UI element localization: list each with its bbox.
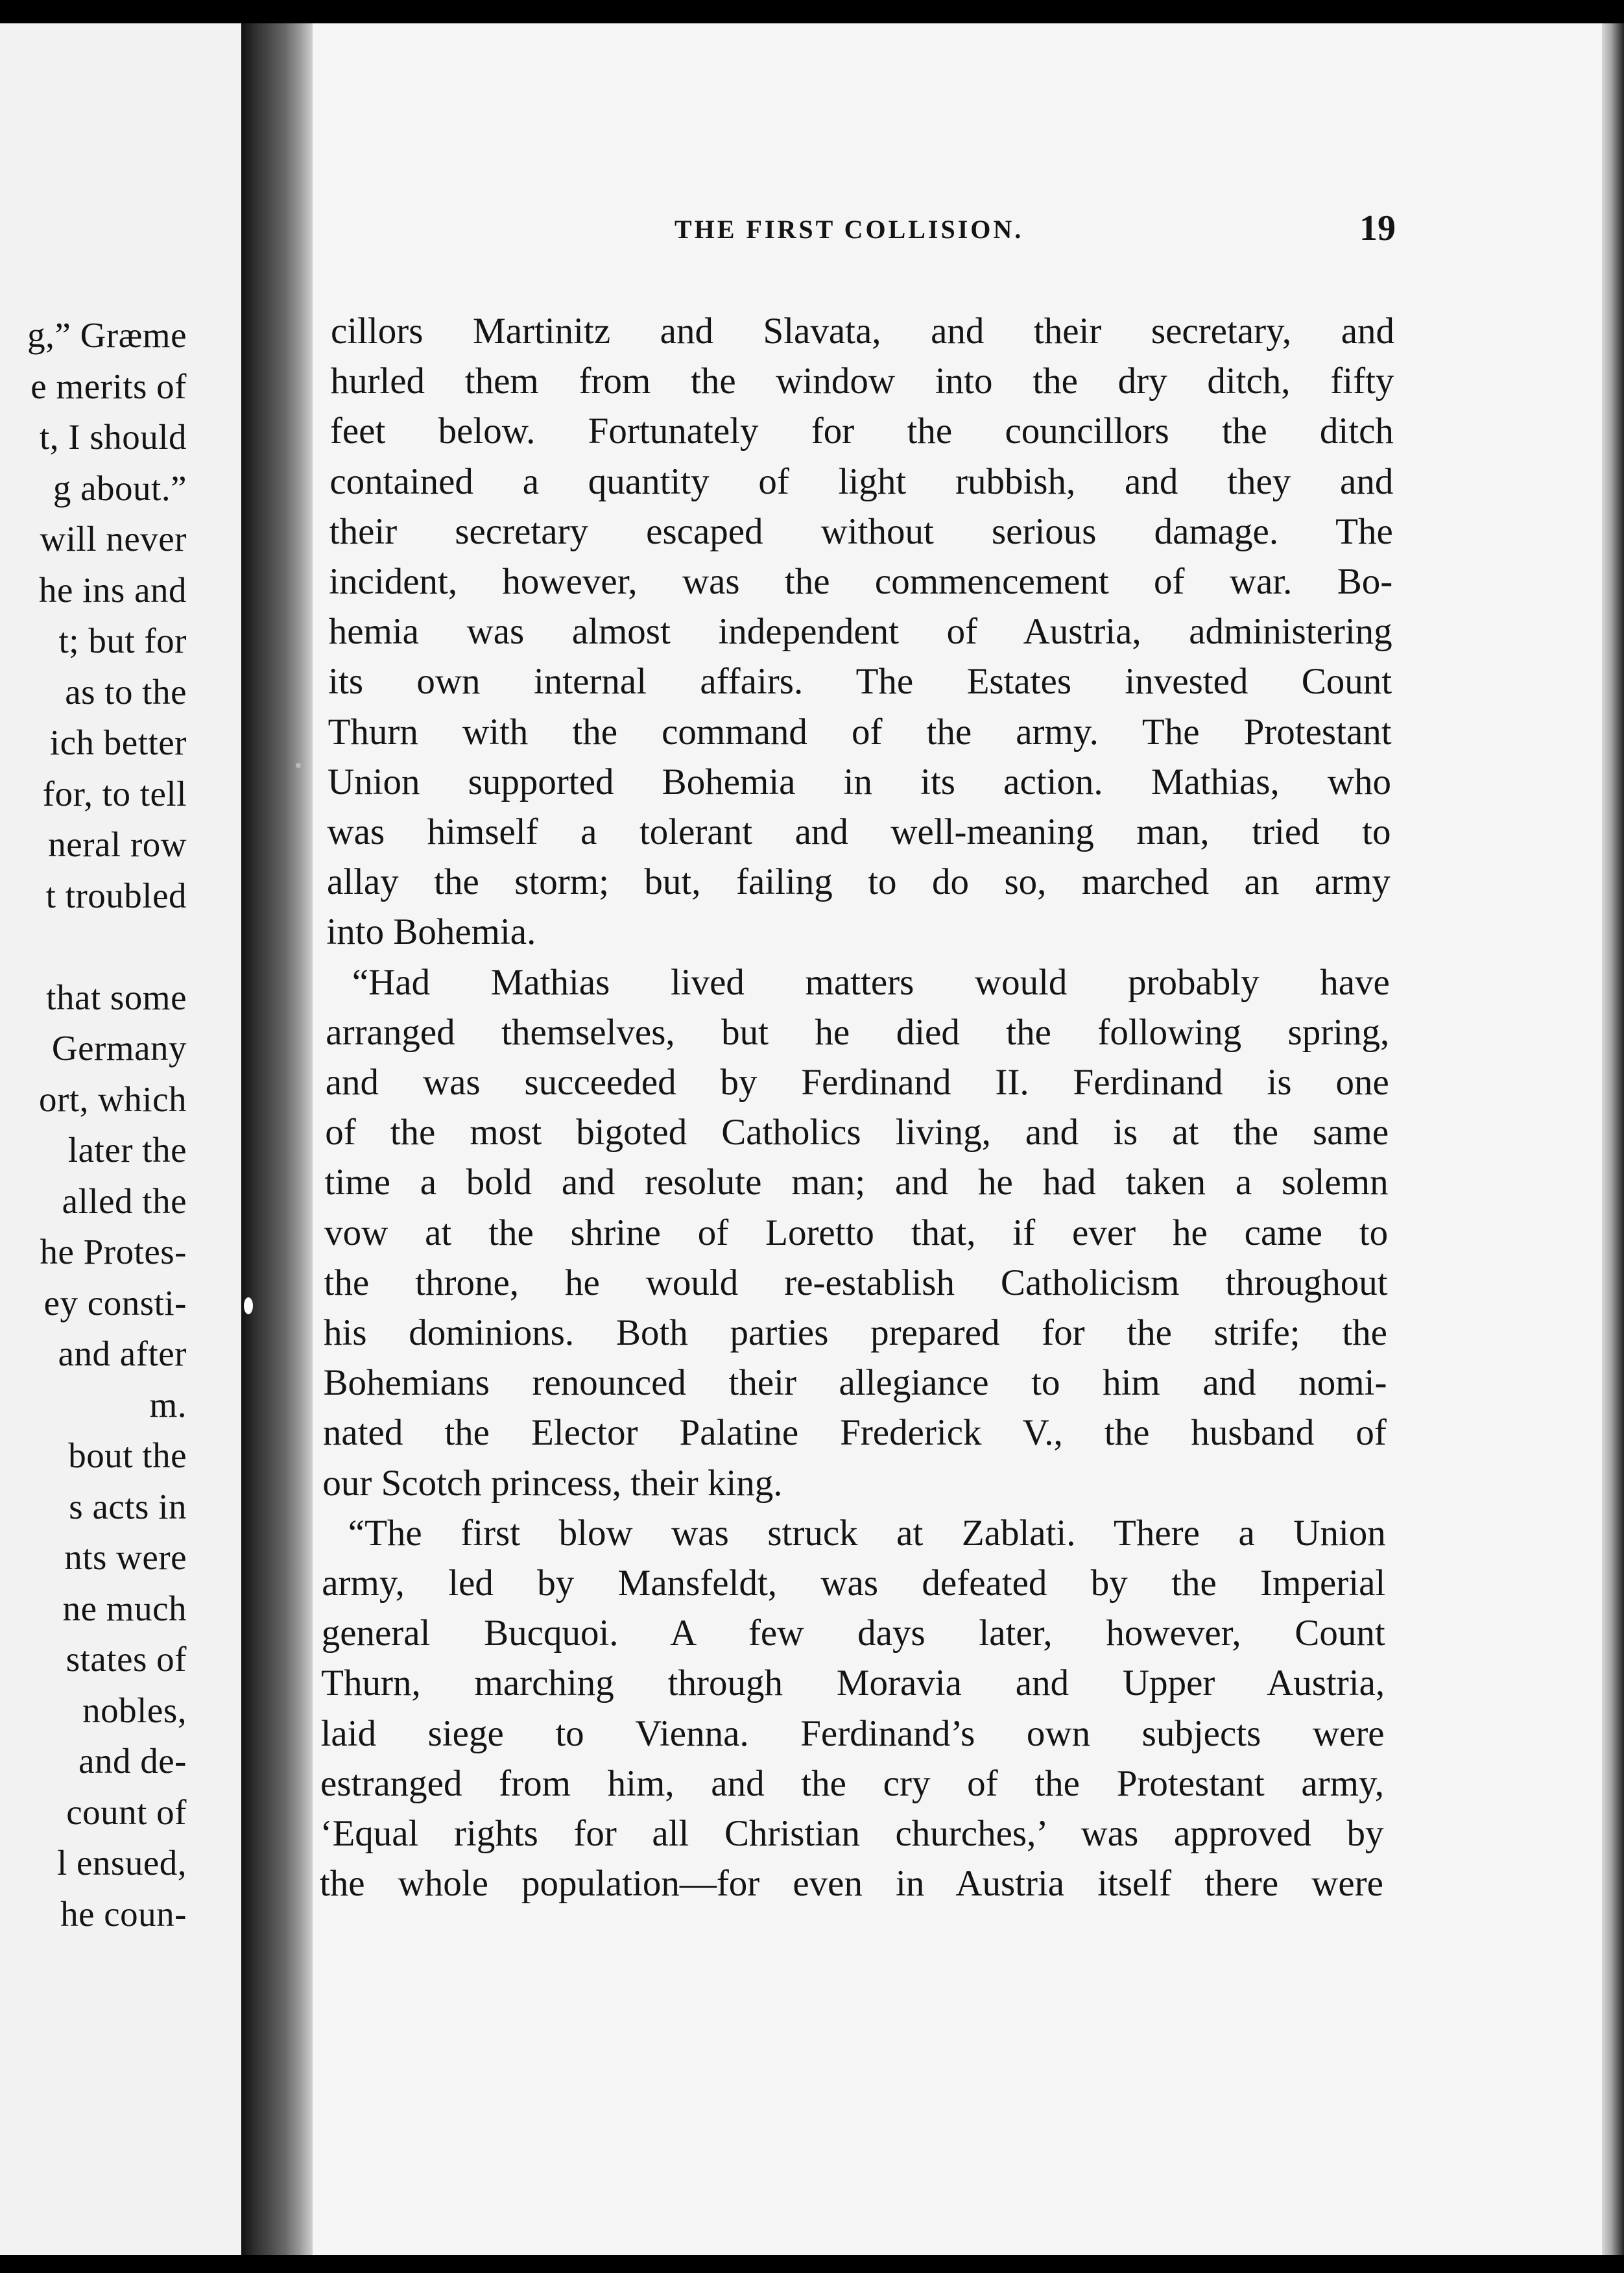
body-line: allay the storm; but, failing to do so, marched an army [326,861,1391,903]
body-line: our Scotch princess, their king. [322,1462,783,1504]
left-page-line: that some [46,977,187,1017]
left-page-line: l ensued, [56,1843,187,1882]
body-line: of the most bigoted Catholics living, and is at the same [325,1112,1389,1153]
left-page-line: states of [66,1639,187,1679]
left-page-line: t troubled [45,875,187,915]
left-page-line: neral row [48,824,187,864]
body-line: general Bucquoi. A few days later, however, Count [321,1613,1385,1654]
left-page-line: count of [66,1792,187,1832]
left-page-line: later the [67,1130,187,1170]
body-line: “Had Mathias lived matters would probably have [352,961,1390,1003]
left-page-line: he ins and [38,570,187,610]
left-page-line: bout the [68,1436,187,1475]
left-page-line: s acts in [69,1486,187,1526]
body-line: into Bohemia. [326,911,536,953]
scan-speck [244,1297,253,1314]
left-page-line: and de- [78,1741,187,1781]
left-page-line: t, I should [39,417,187,457]
left-page [0,23,241,2255]
body-line: laid siege to Vienna. Ferdinand’s own subjects were [320,1713,1385,1754]
body-line: estranged from him, and the cry of the Protestant army, [320,1762,1385,1804]
left-page-line: g about.” [53,468,187,508]
left-page-line: t; but for [58,621,187,660]
left-page-line: nts were [64,1537,187,1577]
book-gutter-shadow [241,23,313,2255]
left-page-line: and after [58,1334,187,1373]
scan-speck [296,763,301,768]
left-page-line: nobles, [82,1690,187,1730]
left-page-line: alled the [62,1181,187,1221]
body-line: his dominions. Both parties prepared for the strife; the [324,1312,1387,1353]
running-header: THE FIRST COLLISION. [675,215,1024,244]
body-line: and was succeeded by Ferdinand II. Ferdinand is one [325,1062,1389,1103]
left-page-line: will never [40,519,187,559]
body-line: army, led by Mansfeldt, was defeated by the Imperial [322,1563,1386,1604]
body-line: arranged themselves, but he died the following spring, [326,1011,1390,1053]
body-line: feet below. Fortunately for the councillors the ditch [329,411,1394,452]
left-page-line: e merits of [30,366,187,406]
body-line: the whole population—for even in Austria itself there were [319,1863,1383,1905]
body-line: hemia was almost independent of Austria, administering [328,611,1392,653]
body-line: Thurn with the command of the army. The Protestant [328,711,1392,752]
body-line: incident, however, was the commencement of war. Bo- [329,561,1393,602]
body-line: Union supported Bohemia in its action. Mathias, who [328,761,1392,802]
left-page-line: ne much [62,1588,187,1628]
body-line: contained a quantity of light rubbish, and they and [329,461,1394,502]
body-line: their secretary escaped without serious damage. The [329,511,1393,552]
left-page-line: ey consti- [43,1282,187,1323]
body-line: vow at the shrine of Loretto that, if ever he came to [324,1212,1389,1253]
body-line: ‘Equal rights for all Christian churches,’ was approved by [320,1813,1384,1854]
left-page-line: g,” Græme [27,315,187,355]
left-page-line: he coun- [60,1894,187,1934]
body-line: cillors Martinitz and Slavata, and their secretary, and [331,311,1394,352]
body-line: Bohemians renounced their allegiance to him and nomi- [323,1362,1387,1404]
body-line: Thurn, marching through Moravia and Upper Austria, [321,1663,1385,1704]
body-line: time a bold and resolute man; and he had taken a solemn [324,1162,1389,1203]
body-line: “The first blow was struck at Zablati. There a Union [348,1512,1386,1554]
left-page-line: ich better [49,723,187,762]
left-page-line: Germany [51,1028,187,1068]
left-page-line: m. [149,1384,187,1425]
left-page-line: for, to tell [42,773,187,813]
body-line: the throne, he would re-establish Catholicism throughout [324,1262,1388,1303]
body-line: its own internal affairs. The Estates invested Count [328,661,1392,703]
left-page-line: as to the [65,671,187,712]
left-page-line: he Protes- [40,1232,187,1271]
left-page-line: ort, which [38,1079,187,1119]
page-number: 19 [1359,208,1396,248]
page-edge [1602,23,1624,2255]
body-line: nated the Elector Palatine Frederick V., the husband of [322,1412,1387,1454]
body-line: was himself a tolerant and well-meaning man, tried to [327,812,1391,852]
body-line: hurled them from the window into the dry ditch, fifty [330,361,1394,402]
